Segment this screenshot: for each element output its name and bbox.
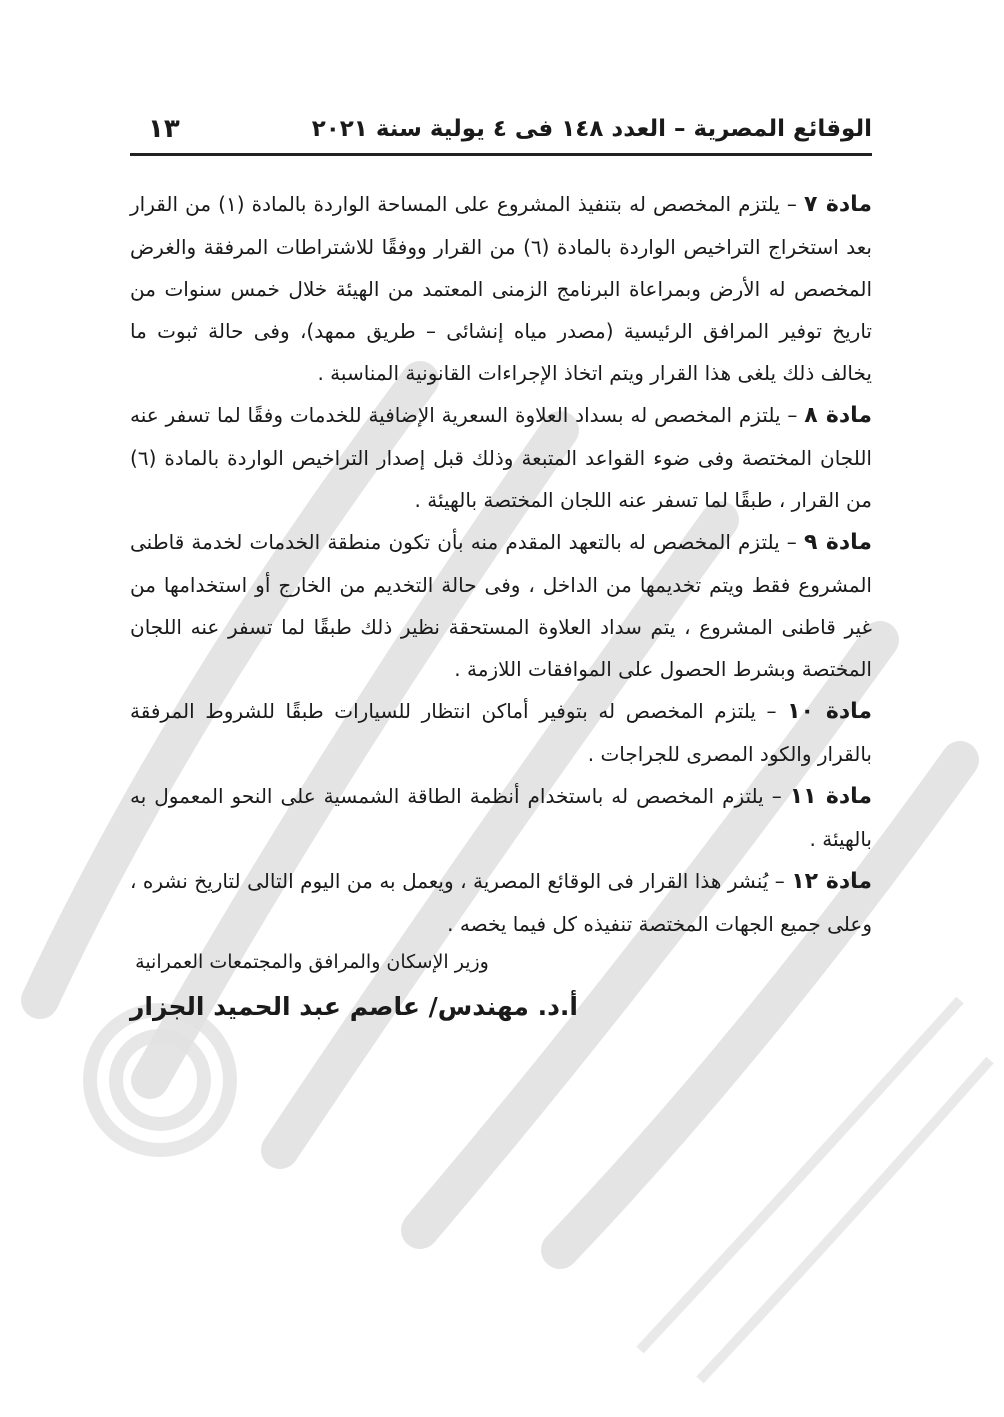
article-label: مادة ٩	[803, 530, 872, 555]
article-label: مادة ٧	[803, 192, 872, 217]
article-8	[130, 394, 872, 521]
article-label: مادة ١٢	[791, 869, 872, 894]
article-label: مادة ١٠	[787, 699, 872, 724]
page-number: ١٣	[148, 114, 180, 144]
article-text: – يُنشر هذا القرار فى الوقائع المصرية ، ويعمل به من اليوم التالى لتاريخ نشره ، وعلى جميع الجهات المختصة تنفيذه كل فيما يخصه .	[130, 869, 872, 936]
document-body	[130, 183, 872, 1029]
article-12	[130, 860, 872, 945]
article-text: – يلتزم المخصص له بتنفيذ المشروع على المساحة الواردة بالمادة (١) من القرار بعد استخراج التراخيص الواردة بالمادة (٦) من القرار ووفقًا للاشتراطات المرفقة والغرض المخصص له الأرض وبمراعاة البرنامج الزمنى المعتمد من الهيئة خلال خمس سنوات من تاريخ توفير المرافق الرئيسية (مصدر مياه إنشائى – طريق ممهد)، وفى حالة ثبوت ما يخالف ذلك يلغى هذا القرار ويتم اتخاذ الإجراءات القانونية المناسبة .	[130, 192, 873, 385]
minister-title: وزير الإسكان والمرافق والمجتمعات العمرانية	[135, 951, 489, 973]
article-label: مادة ١١	[789, 784, 872, 809]
article-text: – يلتزم المخصص له بسداد العلاوة السعرية الإضافية للخدمات وفقًا لما تسفر عنه اللجان المختصة وفى ضوء القواعد المتبعة وذلك قبل إصدار التراخيص الواردة بالمادة (٦) من القرار ، طبقًا لما تسفر عنه اللجان المختصة بالهيئة .	[130, 403, 872, 512]
article-text: – يلتزم المخصص له بتوفير أماكن انتظار للسيارات طبقًا للشروط المرفقة بالقرار والكود المصرى للجراجات .	[130, 699, 872, 766]
page-header	[130, 112, 872, 156]
gazette-title: الوقائع المصرية – العدد ١٤٨ فى ٤ يولية سنة ٢٠٢١	[311, 116, 872, 142]
article-text: – يلتزم المخصص له باستخدام أنظمة الطاقة الشمسية على النحو المعمول به بالهيئة .	[130, 784, 872, 851]
article-text: – يلتزم المخصص له بالتعهد المقدم منه بأن تكون منطقة الخدمات لخدمة قاطنى المشروع فقط ويتم تخديمها من الداخل ، وفى حالة التخديم من الخارج أو استخدامها من غير قاطنى المشروع ، يتم سداد العلاوة المستحقة نظير ذلك طبقًا لما تسفر عنه اللجان المختصة وبشرط الحصول على الموافقات اللازمة .	[130, 530, 872, 681]
article-label: مادة ٨	[804, 403, 872, 428]
article-7	[130, 183, 872, 394]
signatory-name: أ.د. مهندس/ عاصم عبد الحميد الجزار	[130, 992, 578, 1021]
article-10	[130, 690, 872, 775]
article-11	[130, 775, 872, 860]
article-9	[130, 521, 872, 690]
